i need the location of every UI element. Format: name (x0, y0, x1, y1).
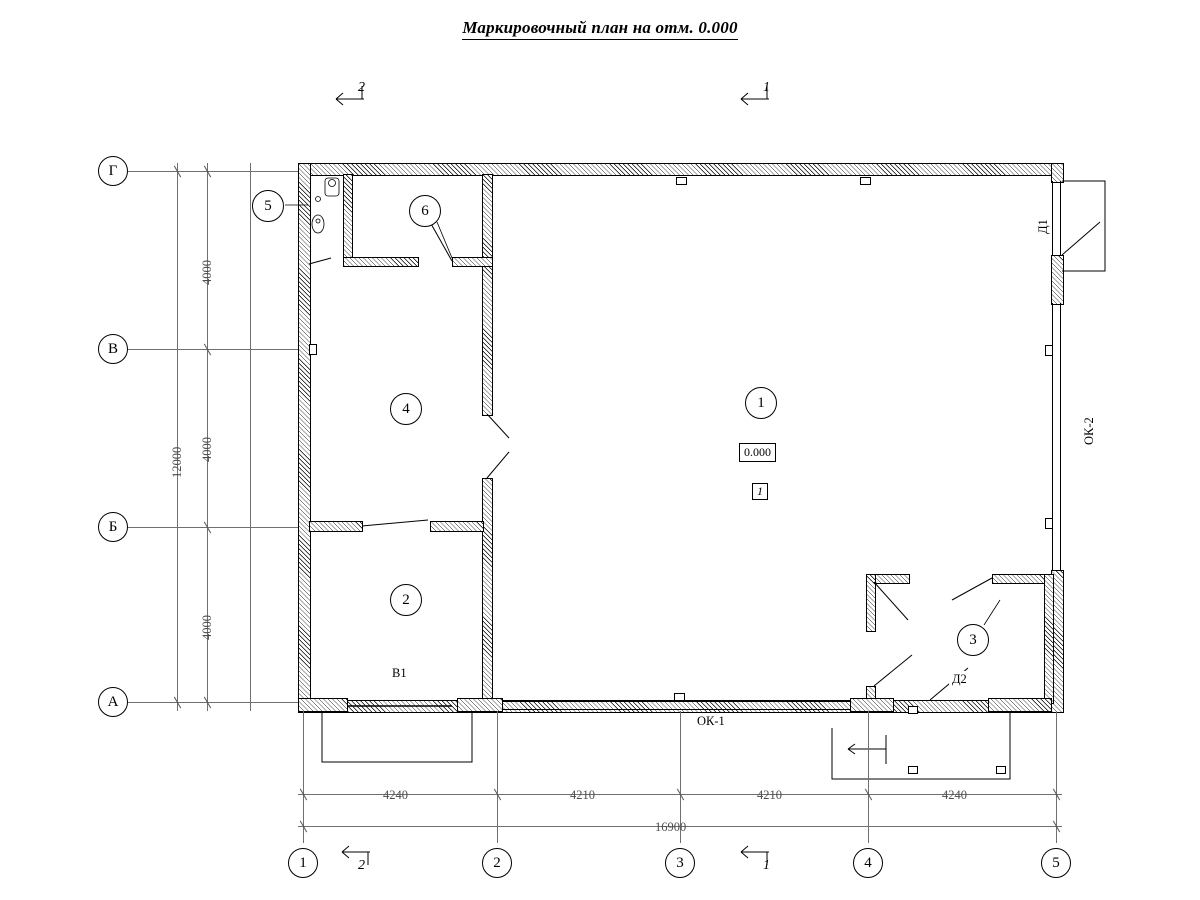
horizontal-dimension-4: 4240 (942, 788, 967, 802)
wall-exterior-left (298, 163, 311, 713)
axis-bubble-2[interactable]: 2 (482, 848, 512, 878)
wall-exterior-right-top (1051, 163, 1064, 183)
section-mark-top-1: 1 (763, 80, 770, 95)
dim-ext-5 (1056, 711, 1057, 843)
wall-bathroom-vertical (343, 174, 353, 260)
axis-bubble-b[interactable]: Б (98, 512, 128, 542)
section-mark-top-2: 2 (358, 80, 365, 95)
vertical-dimension-total: 12000 (170, 446, 184, 478)
dim-ext-1 (303, 711, 304, 843)
room-bubble-4[interactable]: 4 (390, 393, 422, 425)
opening-marker-top-2 (860, 177, 871, 185)
page-title-text: Маркировочный план на отм. 0.000 (462, 18, 737, 40)
opening-marker-bottom-3 (996, 766, 1006, 774)
axis-bubble-5[interactable]: 5 (1041, 848, 1071, 878)
door-v1-label: В1 (389, 665, 410, 682)
opening-marker-bottom-1 (674, 693, 685, 701)
wall-room3-right (1044, 574, 1054, 704)
axis-bubble-v[interactable]: В (98, 334, 128, 364)
wall-exterior-top (298, 163, 1064, 176)
horizontal-dimension-total: 16900 (655, 820, 687, 834)
wall-bottom-pier-0 (298, 698, 348, 712)
axis-bubble-a[interactable]: А (98, 687, 128, 717)
door-d2-label: Д2 (949, 671, 970, 688)
dim-ext-4 (868, 711, 869, 843)
vertical-dimension-2: 4000 (200, 437, 214, 462)
opening-marker-bottom-4 (908, 766, 918, 774)
page-title (0, 18, 1200, 38)
section-mark-bottom-2: 2 (358, 858, 365, 873)
window-ok2-line-inner-2 (1060, 303, 1061, 571)
opening-marker-right-2 (1045, 518, 1053, 529)
opening-marker-bottom-2 (908, 706, 918, 714)
opening-marker-right-1 (1045, 345, 1053, 356)
window-ok2-line-inner (1060, 181, 1061, 256)
opening-marker-left-1 (309, 344, 317, 355)
window-ok2-label: ОК-2 (1081, 414, 1098, 448)
wall-interior-horizontal-b (309, 521, 363, 532)
axis-bubble-3[interactable]: 3 (665, 848, 695, 878)
wall-room6-horizontal (452, 257, 493, 267)
dim-line-vertical-outer (177, 163, 178, 711)
wall-exterior-right-door1 (1051, 255, 1064, 305)
opening-marker-top-1 (676, 177, 687, 185)
room-bubble-6[interactable]: 6 (409, 195, 441, 227)
floor-type-label: 1 (752, 483, 768, 500)
window-ok2-line-outer (1052, 181, 1053, 256)
room-bubble-1[interactable]: 1 (745, 387, 777, 419)
wall-room3-left (866, 574, 876, 632)
section-mark-bottom-1: 1 (763, 858, 770, 873)
wall-bottom-pier-3 (988, 698, 1052, 712)
wall-bathroom-horizontal (343, 257, 419, 267)
wall-interior-horizontal-b2 (430, 521, 484, 532)
axis-bubble-1[interactable]: 1 (288, 848, 318, 878)
window-ok1-label: ОК-1 (694, 713, 728, 730)
elevation-label: 0.000 (739, 443, 776, 462)
window-ok1-line-inner (500, 709, 852, 710)
axis-bubble-4[interactable]: 4 (853, 848, 883, 878)
axis-bubble-g[interactable]: Г (98, 156, 128, 186)
window-ok1-line-outer (500, 701, 852, 702)
wall-bottom-pier-1 (457, 698, 503, 712)
horizontal-dimension-1: 4240 (383, 788, 408, 802)
wall-interior-vertical-lower (482, 478, 493, 704)
room-bubble-2[interactable]: 2 (390, 584, 422, 616)
dim-ext-2 (497, 711, 498, 843)
vertical-dimension-1: 4000 (200, 260, 214, 285)
door-d1-label: Д1 (1035, 216, 1052, 237)
dim-line-vertical-axis-extend (250, 163, 251, 711)
wall-interior-vertical-upper (482, 174, 493, 416)
horizontal-dimension-2: 4210 (570, 788, 595, 802)
room-bubble-5[interactable]: 5 (252, 190, 284, 222)
vertical-dimension-3: 4000 (200, 615, 214, 640)
window-ok2-line-outer-2 (1052, 303, 1053, 571)
wall-bottom-pier-2 (850, 698, 894, 712)
room-bubble-3[interactable]: 3 (957, 624, 989, 656)
horizontal-dimension-3: 4210 (757, 788, 782, 802)
